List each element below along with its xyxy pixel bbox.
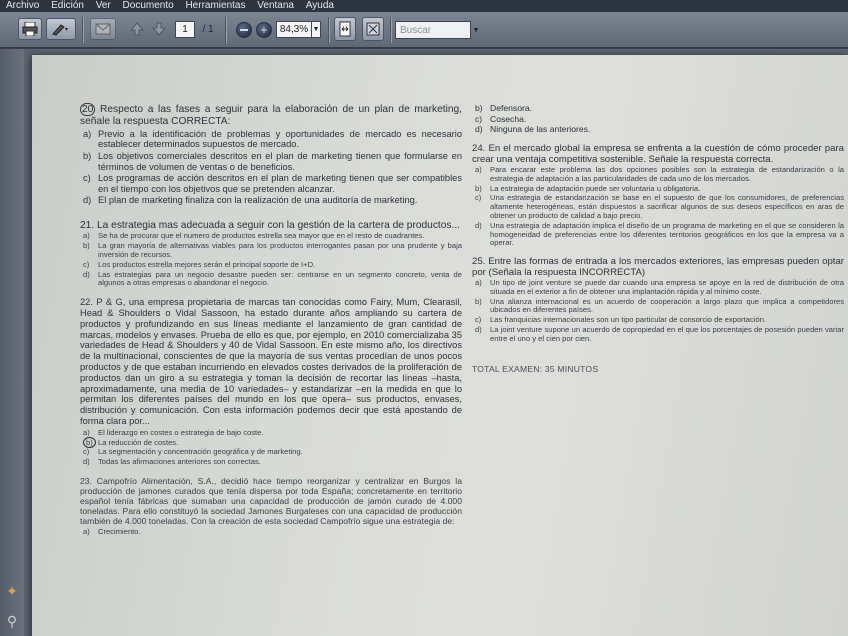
menu-bar [0,0,848,12]
question-number: 20 [82,104,94,115]
menu-item-ventana[interactable]: Ventana [257,0,294,11]
option-text: Los programas de acción descritos en el plan de marketing tienen que ser compatibles en el tiempo con los objetivos que se pretenden alcanzar. [98,173,462,194]
question-23-continued [472,104,844,135]
menu-item-documento[interactable]: Documento [122,0,174,11]
option-text: Las franquicias internacionales son un tipo particular de consorcio de exportación. [490,315,767,325]
toolbar-separator [82,17,84,43]
option-text: Una alianza internacional es un acuerdo de cooperación a largo plazo que implica a competidores ubicados en diferentes países. [490,296,844,315]
option [472,326,844,344]
option [472,166,844,184]
option [80,429,462,438]
option-letter: c) [475,113,483,124]
option [472,115,844,125]
option-text: Las estrategias para un negocio desastre pueden ser: centrarse en un segmento concreto, venta de algunos a otras empresas o abandonar el negocio. [98,269,462,288]
option-text: Crecimiento. [98,526,141,536]
search-dropdown-button[interactable] [472,21,480,39]
plus-icon: + [260,23,268,37]
exam-total-time: TOTAL EXAMEN: 35 MINUTOS [472,364,599,375]
option [80,261,462,270]
zoom-in-button[interactable] [256,22,272,38]
option-letter: b) [83,151,92,161]
page-total-label: / 1 [202,24,214,35]
arrow-up-icon [130,22,144,36]
option-text: Cosecha. [490,113,527,124]
option-text: Ninguna de las anteriores. [490,124,591,135]
option [472,185,844,194]
zoom-out-button[interactable] [236,22,252,38]
attachment-icon[interactable]: ⚲ [6,613,18,629]
search-input[interactable]: Buscar [395,21,471,39]
option [80,173,462,194]
option-letter: c) [83,173,91,184]
right-column [472,103,844,375]
question-title [80,103,462,128]
option-letter: d) [83,195,92,206]
option-text: Una estrategia de adaptación implica el diseño de un programa de marketing en el que se consideren la homogeneidad de preferencias entre los diferentes territorios geográficos en los que la empresa va a operar. [490,220,844,248]
menu-item-ayuda[interactable]: Ayuda [305,0,334,11]
option-letter: a) [83,128,92,139]
option-letter: c) [83,447,90,457]
option-letter: d) [475,124,483,135]
answer-mark: b) [83,437,96,448]
option-letter [80,439,98,448]
option-text: El plan de marketing finaliza con la realización de una auditoría de marketing. [98,195,418,206]
zoom-dropdown-button[interactable] [311,21,321,38]
option-letter: a) [83,427,90,437]
option [80,458,462,467]
option-text: La gran mayoría de alternativas viables para los productos interrogantes pasan por una prudente y baja inversión de recursos. [98,241,462,259]
question-text: 25. Entre las formas de entrada a los mercados exteriores, las empresas pueden optar por (Señala la respuesta INCORRECTA) [472,256,844,278]
option [472,298,844,316]
menu-item-herramientas[interactable]: Herramientas [185,0,246,11]
fit-page-icon [338,21,352,37]
previous-page-button[interactable] [128,18,146,40]
pen-icon [51,22,71,36]
option-letter: a) [83,231,90,241]
bookmark-icon[interactable]: ✦ [6,583,18,599]
option-text: Defensora. [490,103,533,113]
menu-item-archivo[interactable]: Archivo [6,0,40,11]
question-23 [80,476,462,537]
option-letter: d) [475,324,482,334]
option-text: Los objetivos comerciales descritos en el plan de marketing tienen que formularse en términos de volumen de ventas o de beneficios. [98,151,462,172]
option-text: Un tipo de joint venture se puede dar cuando una empresa se apoye en la red de distribución de otra situada en el exterior a fin de obtener una implantación rápida y al mínimo coste. [490,277,844,296]
zoom-input[interactable]: 84,3% [276,21,312,38]
option-letter: c) [83,259,90,269]
question-text: 24. En el mercado global la empresa se enfrenta a la cuestión de cómo proceder para crear una ventaja competitiva sostenible. Señale la respuesta correcta. [472,143,844,165]
sign-button[interactable] [46,18,76,40]
option-letter: a) [83,526,90,536]
option-text: Previo a la identificación de problemas y oportunidades de mercado es necesario establecer determinados supuestos de mercado. [98,128,462,150]
fit-page-button[interactable] [334,17,356,41]
option [472,316,844,325]
option-text: La reducción de costes. [98,437,179,447]
option-letter: c) [475,315,482,325]
option-text: Todas las afirmaciones anteriores son correctas. [98,457,261,467]
question-text: 23. Campofrío Alimentación, S.A., decidió hace tiempo reorganizar y centralizar en Burgos la producción de jamones curados que tenía dispersa por toda España; concretamente en territorio español tenía fábricas que sumaban una capacidad de producción de jamón curado de 4.000 toneladas. Para ello constituyó la sociedad Jamones Burgaleses con una capacidad de producción también de 4.000 toneladas. Con la creación de esta sociedad Campofrío sigue una estrategia de: [80,475,462,526]
next-page-button[interactable] [150,18,168,40]
question-22 [80,297,462,467]
option-text: Para encarar este problema las dos opciones posibles son la estrategia de estandarización o la estrategia de adaptación a las particularidades de cada uno de los mercados. [490,164,844,183]
navigation-panel [0,49,24,636]
page-number-input[interactable]: 1 [175,21,195,38]
option-letter: d) [83,269,90,279]
option-text: Se ha de procurar que el numero de productos estrella sea mayor que en el resto de cuadrantes. [98,231,425,241]
option-letter: b) [475,103,483,113]
option-letter: b) [475,296,482,306]
left-column [80,103,462,546]
pdf-page [32,55,848,636]
option [472,279,844,297]
option [80,271,462,289]
menu-item-ver[interactable]: Ver [95,0,111,11]
option [80,129,462,150]
option-letter: a) [475,164,482,174]
option-text: Una estrategia de estandarización se base en el supuesto de que los consumidores, de preferencias altamente heterogéneas, están dispuestos a sacrificar algunos de sus deseos específicos en aras de obtener un producto de calidad a bajo precio. [490,193,844,220]
question-21 [80,220,462,288]
option-text: La segmentación y concentración geográfica y de marketing. [98,447,303,457]
option [472,222,844,248]
toolbar [0,12,848,48]
option-text: Los productos estrella mejores serán el principal soporte de I+D. [98,259,316,269]
option [80,151,462,172]
option-text: La estrategia de adaptación puede ser voluntaria u obligatoria. [490,183,701,193]
print-button[interactable] [18,18,42,40]
question-text: 21. La estrategia mas adecuada a seguir con la gestión de la cartera de productos... [80,219,461,231]
question-text: 22. P & G, una empresa propietaria de marcas tan conocidas como Fairy, Mum, Clearasil, Head & Shoulders o Vidal Sassoon, ha estado durante años ampliando su cartera de productos y profundizando en sus líneas mediante el lanzamiento de gran cantidad de marcas, modelos y envases. Prueba de ello es que, por ejemplo, en 2010 comercializaba 35 variedades de Head & Shoulders y 40 de Vidal Sassoon. En este mismo año, los directivos de la multinacional, conscientes de que la mayoría de sus ventas procedían de unos pocos productos y de que estaban incurriendo en elevados costes derivados de la proliferación de productos dan un giro a su estrategia y toman la decisión de recortar las líneas –hasta, aproximadamente, una media de 10 variedades– y estandarizar –en la medida en que lo permitan los diferentes países del mundo en los que opera– sus productos, envases, distribución y comunicación. Con esta información podemos decir que está apostando de forma clara por... [80,297,462,426]
option [80,195,462,206]
option [472,194,844,220]
chevron-down-icon: ▼ [312,26,320,33]
expand-icon [366,22,380,36]
minus-icon [240,29,248,31]
option-letter: a) [475,277,482,287]
option [472,125,844,135]
chevron-down-icon: ▼ [472,26,480,34]
toolbar-separator [390,17,392,43]
email-button[interactable] [90,18,116,40]
option-letter: d) [83,457,90,467]
option-letter: c) [475,193,482,203]
option-selected [80,439,462,448]
option [80,528,462,537]
option-text: La joint venture supone un acuerdo de copropiedad en el que los porcentajes de posesión pueden variar entre el uno y el cien por cien. [490,324,844,343]
arrow-down-icon [152,22,166,36]
option [472,104,844,114]
option-letter: d) [475,220,482,230]
menu-item-edicion[interactable]: Edición [51,0,84,11]
document-workspace [24,49,848,636]
printer-icon [22,22,38,36]
question-text: Respecto a las fases a seguir para la elaboración de un plan de marketing, señale la respuesta CORRECTA: [80,104,462,128]
question-20 [80,103,462,206]
question-24 [472,144,844,248]
toolbar-separator [328,17,330,43]
toolbar-separator [225,17,227,43]
option-letter: b) [475,183,482,193]
option-text: El liderazgo en costes o estrategia de bajo coste. [98,427,264,437]
fullscreen-button[interactable] [362,17,384,41]
option [80,242,462,260]
envelope-icon [95,23,111,35]
question-25 [472,257,844,343]
option-letter: b) [83,241,90,251]
option [80,448,462,457]
option [80,232,462,241]
